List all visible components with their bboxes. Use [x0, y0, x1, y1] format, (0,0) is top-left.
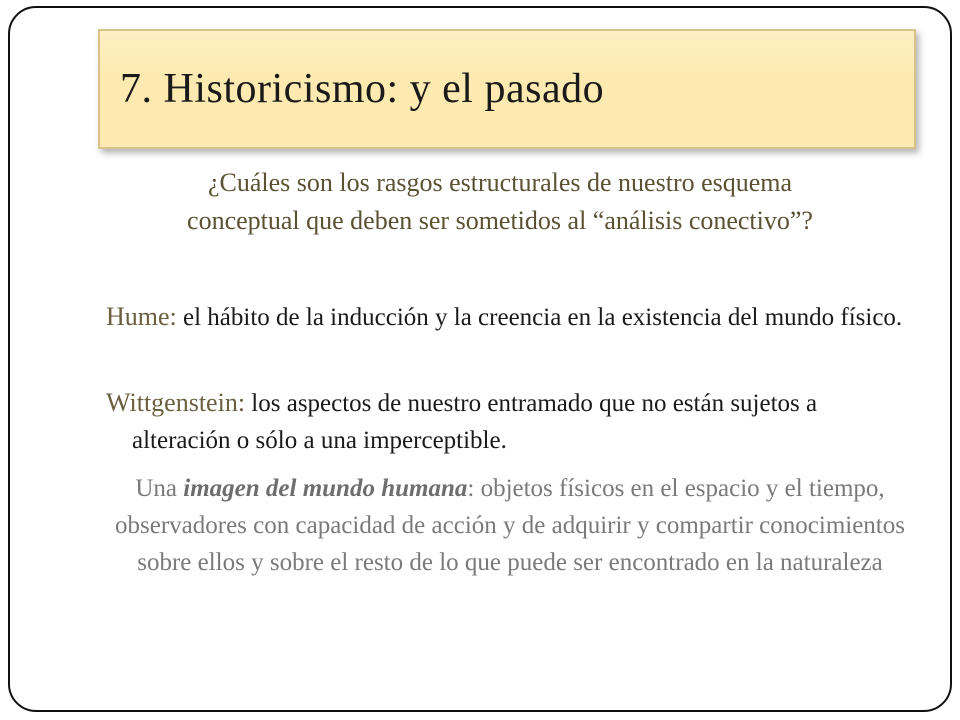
wittgenstein-paragraph [106, 384, 916, 459]
slide-content [10, 8, 950, 710]
hume-lead: Hume: [106, 302, 177, 331]
wittgenstein-text: los aspectos de nuestro entramado que no están sujetos a alteración o sólo a una imperceptible. [132, 390, 818, 454]
imagen-paragraph [110, 470, 910, 581]
wittgenstein-lead: Wittgenstein: [106, 388, 246, 417]
imagen-prefix: Una [135, 475, 184, 502]
imagen-text: : objetos físicos en el espacio y el tiempo, observadores con capacidad de acción y de adquirir y compartir conocimientos sobre ellos y sobre el resto de lo que puede ser encontrado en la naturaleza [115, 475, 905, 576]
hume-text: el hábito de la inducción y la creencia en la existencia del mundo físico. [176, 304, 903, 331]
hume-paragraph [106, 298, 916, 336]
question-text: ¿Cuáles son los rasgos estructurales de nuestro esquema conceptual que deben ser sometidos al “análisis conectivo”? [187, 168, 813, 235]
imagen-emphasis: imagen del mundo humana [183, 475, 468, 502]
slide-title: 7. Historicismo: y el pasado [120, 66, 605, 112]
slide-frame [8, 6, 952, 712]
